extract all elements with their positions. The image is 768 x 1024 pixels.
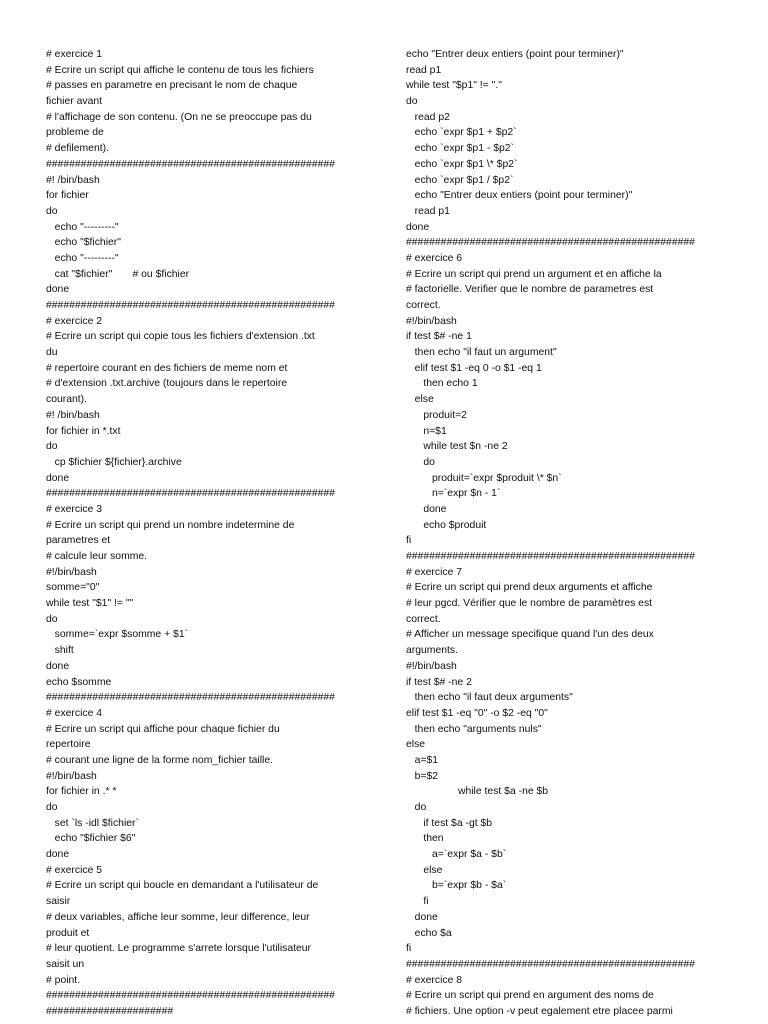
- text-line: read p1: [406, 205, 450, 217]
- text-line: echo `expr $p1 / $p2`: [406, 174, 514, 186]
- text-line: echo "Entrer deux entiers (point pour terminer)": [406, 49, 624, 60]
- text-line: do: [46, 205, 58, 217]
- text-line: fi: [406, 943, 412, 955]
- text-line: # Ecrire un script qui affiche pour chaque fichier du: [46, 723, 280, 735]
- text-line: if test $a -gt $b: [406, 817, 493, 829]
- text-line: # defilement).: [46, 143, 109, 155]
- text-line: repertoire: [46, 739, 91, 751]
- text-line: # repertoire courant en des fichiers de meme nom et: [46, 362, 288, 374]
- text-line: # exercice 4: [46, 707, 103, 719]
- text-line: echo `expr $p1 \* $p2`: [406, 158, 518, 170]
- text-line: echo "$fichier $6": [46, 833, 136, 845]
- text-line: # exercice 3: [46, 503, 103, 515]
- text-line: done: [406, 911, 438, 923]
- text-line: du: [46, 347, 58, 359]
- text-line: for fichier in .* *: [46, 786, 117, 798]
- text-line: while test $a -ne $b: [406, 786, 549, 798]
- text-line: done: [46, 472, 70, 484]
- text-line: done: [46, 660, 70, 672]
- text-line: fi: [406, 896, 429, 908]
- text-line: echo "$fichier": [46, 237, 121, 249]
- text-line: echo $produit: [406, 519, 487, 531]
- text-line: ##################################################: [406, 551, 695, 562]
- text-line: correct.: [406, 613, 441, 625]
- text-line: fi: [406, 535, 412, 547]
- text-line: echo `expr $p1 - $p2`: [406, 143, 515, 155]
- text-line: somme="0": [46, 582, 100, 594]
- text-line: parametres et: [46, 535, 111, 547]
- text-line: # factorielle. Verifier que le nombre de parametres est: [406, 284, 654, 296]
- text-line: # Ecrire un script qui prend un argument et en affiche la: [406, 268, 662, 280]
- text-line: done: [406, 503, 447, 515]
- text-line: correct.: [406, 300, 441, 311]
- text-line: else: [406, 739, 426, 751]
- left-text-column: [46, 47, 366, 1020]
- text-line: if test $# -ne 2: [406, 676, 472, 688]
- text-line: # fichiers. Une option -v peut egalement etre placee parmi: [406, 1005, 673, 1017]
- right-text-column: [406, 47, 718, 1020]
- text-line: echo "Entrer deux entiers (point pour terminer)": [406, 190, 633, 202]
- text-line: saisit un: [46, 958, 85, 970]
- text-line: # leur quotient. Le programme s'arrete lorsque l'utilisateur: [46, 943, 312, 955]
- text-line: # point.: [46, 974, 81, 986]
- text-line: do: [46, 802, 58, 813]
- text-line: echo `expr $p1 + $p2`: [406, 127, 517, 139]
- text-line: set `ls -idl $fichier`: [46, 817, 139, 829]
- text-line: #! /bin/bash: [46, 409, 100, 421]
- text-line: while test $n -ne 2: [406, 441, 508, 453]
- text-line: done: [46, 284, 70, 296]
- text-line: done: [46, 849, 70, 861]
- text-line: a=`expr $a - $b`: [406, 849, 507, 861]
- text-line: ##################################################: [406, 958, 695, 970]
- text-line: # exercice 2: [46, 315, 103, 327]
- text-line: read p2: [406, 111, 450, 123]
- text-line: for fichier: [46, 190, 89, 202]
- text-line: # passes en parametre en precisant le nom de chaque: [46, 80, 298, 92]
- text-line: ##################################################: [46, 990, 335, 1002]
- text-line: n=$1: [406, 425, 447, 437]
- text-line: echo "---------": [46, 221, 119, 233]
- text-line: arguments.: [406, 645, 458, 657]
- text-line: ##################################################: [46, 488, 335, 500]
- text-line: a=$1: [406, 754, 439, 766]
- text-line: # Ecrire un script qui prend en argument des noms de: [406, 990, 654, 1002]
- text-line: echo $a: [406, 927, 452, 939]
- text-line: produit=`expr $produit \* $n`: [406, 472, 562, 484]
- text-line: else: [406, 864, 443, 876]
- text-line: then echo "il faut deux arguments": [406, 692, 573, 704]
- text-line: produit=2: [406, 409, 467, 421]
- text-line: then echo "arguments nuls": [406, 723, 542, 735]
- text-line: # exercice 1: [46, 49, 103, 60]
- text-line: # exercice 7: [406, 566, 463, 578]
- text-line: # Ecrire un script qui prend deux arguments et affiche: [406, 582, 653, 594]
- text-line: produit et: [46, 927, 90, 939]
- text-line: if test $# -ne 1: [406, 331, 472, 343]
- text-line: ##################################################: [46, 300, 335, 311]
- text-line: elif test $1 -eq 0 -o $1 -eq 1: [406, 362, 542, 374]
- text-line: # Afficher un message specifique quand l'un des deux: [406, 629, 654, 641]
- text-line: #!/bin/bash: [406, 315, 457, 327]
- text-line: then echo "il faut un argument": [406, 347, 557, 359]
- text-line: do: [406, 456, 435, 468]
- text-line: then echo 1: [406, 378, 478, 390]
- text-line: probleme de: [46, 127, 104, 139]
- text-line: cat "$fichier" # ou $fichier: [46, 268, 190, 280]
- text-line: while test "$1" != "": [46, 598, 134, 610]
- text-line: courant).: [46, 394, 88, 406]
- text-line: #!/bin/bash: [46, 770, 97, 782]
- text-line: # Ecrire un script qui prend un nombre indetermine de: [46, 519, 295, 531]
- text-line: while test "$p1" != ".": [406, 80, 502, 92]
- text-line: elif test $1 -eq "0" -o $2 -eq "0": [406, 707, 548, 719]
- text-line: ##################################################: [46, 692, 335, 704]
- text-line: somme=`expr $somme + $1`: [46, 629, 189, 641]
- text-line: read p1: [406, 64, 442, 76]
- text-line: ##################################################: [46, 158, 335, 170]
- text-line: # deux variables, affiche leur somme, leur difference, leur: [46, 911, 310, 923]
- text-line: do: [46, 441, 58, 453]
- text-line: do: [406, 802, 427, 813]
- text-line: b=$2: [406, 770, 439, 782]
- text-line: # leur pgcd. Vérifier que le nombre de paramètres est: [406, 598, 653, 610]
- text-line: do: [46, 613, 58, 625]
- text-line: # d'extension .txt.archive (toujours dans le repertoire: [46, 378, 288, 390]
- text-line: for fichier in *.txt: [46, 425, 121, 437]
- text-line: # exercice 8: [406, 974, 463, 986]
- text-line: #! /bin/bash: [46, 174, 100, 186]
- text-line: then: [406, 833, 444, 845]
- text-line: # calcule leur somme.: [46, 551, 148, 562]
- text-line: #!/bin/bash: [46, 566, 97, 578]
- text-line: # exercice 6: [406, 252, 463, 264]
- text-line: # courant une ligne de la forme nom_fichier taille.: [46, 754, 273, 766]
- text-line: # Ecrire un script qui copie tous les fichiers d'extension .txt: [46, 331, 315, 343]
- text-line: # Ecrire un script qui boucle en demandant a l'utilisateur de: [46, 880, 319, 892]
- text-line: b=`expr $b - $a`: [406, 880, 507, 892]
- text-line: echo $somme: [46, 676, 112, 688]
- text-line: cp $fichier ${fichier}.archive: [46, 456, 182, 468]
- text-line: # l'affichage de son contenu. (On ne se preoccupe pas du: [46, 111, 312, 123]
- text-line: done: [406, 221, 430, 233]
- text-line: n=`expr $n - 1`: [406, 488, 501, 500]
- text-line: ##################################################: [406, 237, 695, 249]
- text-line: else: [406, 394, 434, 406]
- text-line: # exercice 5: [46, 864, 103, 876]
- text-line: do: [406, 96, 418, 108]
- text-line: fichier avant: [46, 96, 103, 108]
- text-line: ######################: [46, 1005, 174, 1017]
- text-line: #!/bin/bash: [406, 660, 457, 672]
- text-line: saisir: [46, 896, 71, 908]
- text-line: # Ecrire un script qui affiche le contenu de tous les fichiers: [46, 64, 314, 76]
- text-line: echo "---------": [46, 252, 119, 264]
- text-line: shift: [46, 645, 74, 657]
